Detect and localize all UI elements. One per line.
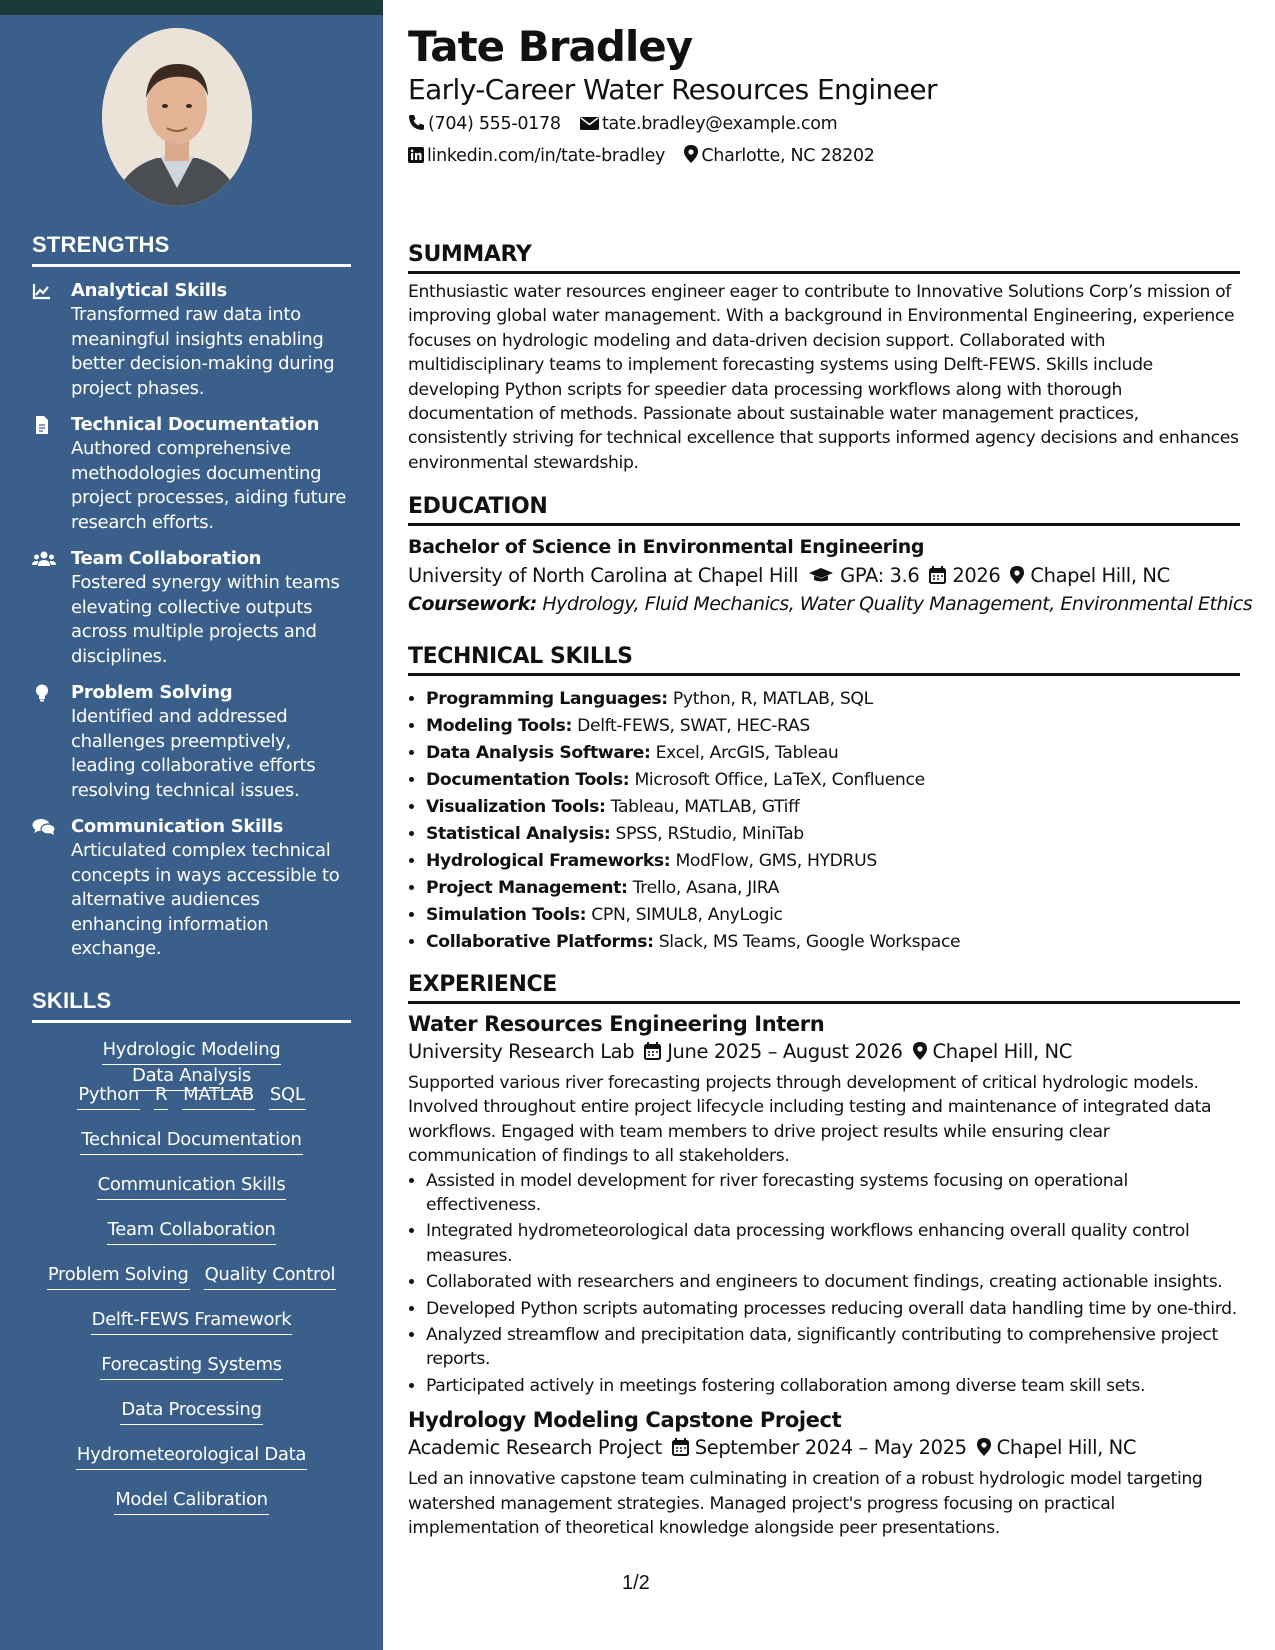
skill-label: Visualization Tools: [426,797,606,817]
skills-section [32,988,351,1534]
email-text: tate.bradley@example.com [601,114,838,134]
school-name: University of North Carolina at Chapel Hill [408,564,799,587]
strength-desc: Articulated complex technical concepts in ways accessible to alternative audiences enhancing information exchange. [71,840,340,959]
skill-tag-row [32,1264,351,1309]
skill-tag: Technical Documentation [80,1129,302,1155]
strength-item [32,815,351,962]
skill-value: Delft-FEWS, SWAT, HEC-RAS [577,716,810,736]
sidebar-top-bar [0,0,383,15]
skill-tag-row [32,1309,351,1354]
strengths-section [32,232,351,962]
skill-value: Trello, Asana, JIRA [632,878,780,898]
skill-tag: Data Analysis [131,1065,252,1091]
calendar-icon [644,1042,661,1060]
list-item: • Analyzed streamflow and precipitation data, significantly contributing to comprehensive project reports. [426,1323,1240,1372]
list-item [426,713,1240,740]
technical-skills-heading: TECHNICAL SKILLS [408,644,1240,676]
skill-value: Slack, MS Teams, Google Workspace [658,932,961,952]
coursework-line [408,593,1253,615]
job-title: Water Resources Engineering Intern [408,1012,825,1036]
skill-tag-row [32,1219,351,1264]
skill-value: Excel, ArcGIS, Tableau [655,743,839,763]
email-contact [580,114,837,134]
education-location: Chapel Hill, NC [1030,564,1170,587]
list-item: • Assisted in model development for river forecasting systems focusing on operational effectiveness. [426,1169,1240,1218]
list-item [426,740,1240,767]
summary-text: Enthusiastic water resources engineer eager to contribute to Innovative Solutions Corp’s mission of improving global water management. With a background in Environmental Engineering, experience focuses on hydrologic modeling and data-driven decision support. Collaborated with multidisciplinary teams to implement forecasting systems using Delft-FEWS. Skills include developing Python scripts for speedier data processing workflows along with thorough documentation of methods. Passionate about sustainable water management practices, consistently striving for technical excellence that supports informed agency decisions and enhances environmental stewardship. [408,282,1239,473]
skill-tag: Communication Skills [97,1174,287,1200]
strength-title: Team Collaboration [71,548,262,569]
job-description: Led an innovative capstone team culminating in creation of a robust hydrologic model targeting watershed management strategies. Managed project's progress focusing on practical implementation of theoretical knowledge alongside peer presentations. [408,1469,1203,1539]
list-item [426,686,1240,713]
skill-label: Statistical Analysis: [426,824,611,844]
strength-title: Technical Documentation [71,414,320,435]
list-item [426,794,1240,821]
skill-value: Tableau, MATLAB, GTiff [610,797,800,817]
strength-desc: Fostered synergy within teams elevating collective outputs across multiple projects and disciplines. [71,572,340,667]
skill-tag: Forecasting Systems [100,1354,283,1380]
education-section [408,494,1253,615]
experience-heading: EXPERIENCE [408,972,1240,1004]
strength-desc: Identified and addressed challenges preemptively, leading collaborative efforts resolving technical issues. [71,706,316,801]
job-org: Academic Research Project [408,1436,662,1460]
list-item: • Participated actively in meetings fostering collaboration among diverse team skill sets. [426,1374,1240,1398]
skill-tag: Hydrologic Modeling [102,1039,282,1065]
strength-title: Communication Skills [71,816,284,837]
calendar-icon [672,1438,689,1456]
skill-tag-row [32,1444,351,1489]
job-description: Supported various river forecasting projects through development of critical hydrologic models. Involved throughout entire project lifecycle including testing and maintenance of integrated data workflows. Engaged with team members to drive project results while ensuring clear communication of findings to all stakeholders. [408,1073,1212,1167]
summary-section [408,242,1240,475]
users-icon [32,550,52,568]
skill-tag-row [32,1174,351,1219]
skill-label: Hydrological Frameworks: [426,851,671,871]
skill-tag-row [32,1489,351,1534]
envelope-icon [580,116,599,131]
skill-tag: Quality Control [204,1264,337,1290]
skill-tag: R [154,1084,168,1110]
location-text: Charlotte, NC 28202 [701,146,875,166]
skill-value: SPSS, RStudio, MiniTab [615,824,804,844]
list-item [426,929,1240,956]
list-item [426,902,1240,929]
strength-desc: Authored comprehensive methodologies documenting project processes, aiding future research efforts. [71,438,346,533]
list-item: • Collaborated with researchers and engineers to document findings, creating actionable insights. [426,1270,1240,1294]
job-dates: June 2025 – August 2026 [667,1040,903,1063]
skill-label: Simulation Tools: [426,905,587,925]
phone-text: (704) 555-0178 [428,114,561,134]
skill-tag: MATLAB [182,1084,255,1110]
page-number: 1/2 [622,1572,650,1594]
strength-item [32,681,351,803]
job-bullets [408,1169,1240,1399]
candidate-role: Early-Career Water Resources Engineer [408,73,937,106]
strength-item [32,547,351,669]
degree-title: Bachelor of Science in Environmental Engineering [408,536,925,558]
summary-heading: SUMMARY [408,242,1240,274]
education-meta [408,564,1240,587]
skill-tag: Delft-FEWS Framework [91,1309,293,1335]
technical-skills-list [408,686,1240,956]
list-item [426,821,1240,848]
calendar-icon [929,566,946,584]
skill-tag: Model Calibration [114,1489,269,1515]
map-pin-icon [1010,566,1024,584]
skill-label: Modeling Tools: [426,716,572,736]
skill-label: Documentation Tools: [426,770,630,790]
strengths-heading: STRENGTHS [32,232,351,267]
phone-icon [408,114,425,131]
contact-row [408,114,851,134]
job-location: Chapel Hill, NC [932,1040,1072,1063]
avatar [102,28,252,206]
skill-tag-row [32,1084,351,1129]
technical-skills-section [408,644,1240,956]
skill-tag-row [32,1039,351,1084]
job-dates: September 2024 – May 2025 [694,1436,967,1460]
skill-tag: Team Collaboration [107,1219,277,1245]
coursework-label: Coursework: [408,593,537,615]
job-org: University Research Lab [408,1040,635,1063]
job-meta [408,1040,1240,1063]
map-pin-icon [977,1438,991,1456]
skill-tag: Data Processing [120,1399,262,1425]
list-item: • Integrated hydrometeorological data processing workflows enhancing overall quality control measures. [426,1219,1240,1268]
skill-label: Data Analysis Software: [426,743,651,763]
graduation-cap-icon [808,567,834,584]
map-pin-icon [684,145,698,163]
list-item [426,848,1240,875]
skill-label: Project Management: [426,878,628,898]
map-pin-icon [913,1042,927,1060]
strength-desc: Transformed raw data into meaningful insights enabling better decision-making during project phases. [71,304,335,399]
strength-title: Analytical Skills [71,280,227,301]
skill-tag-row [32,1354,351,1399]
profile-photo [102,28,252,206]
lightbulb-icon [32,684,52,702]
skill-tag: Hydrometeorological Data [76,1444,307,1470]
list-item: • Developed Python scripts automating processes reducing overall data handling time by one-third. [426,1297,1240,1321]
linkedin-text: linkedin.com/in/tate-bradley [427,146,666,166]
skill-tag: Problem Solving [47,1264,190,1290]
skill-tag-row [32,1129,351,1174]
document-icon [32,416,52,434]
education-heading: EDUCATION [408,494,1240,526]
job-title: Hydrology Modeling Capstone Project [408,1408,842,1433]
coursework-text: Hydrology, Fluid Mechanics, Water Quality Management, Environmental Ethics [542,593,1253,615]
linkedin-icon [408,147,424,163]
skill-tags [32,1039,351,1534]
strength-item [32,279,351,401]
linkedin-contact [408,146,665,166]
comments-icon [32,818,52,836]
sidebar [0,0,383,1650]
experience-section [408,972,1240,1541]
list-item [426,875,1240,902]
skill-tag-row [32,1399,351,1444]
phone-contact [408,114,561,134]
strength-title: Problem Solving [71,682,233,703]
candidate-name: Tate Bradley [408,22,693,71]
graduation-year: 2026 [952,564,1001,587]
job-meta [408,1436,1240,1459]
skill-label: Collaborative Platforms: [426,932,654,952]
skill-tag: SQL [269,1084,306,1110]
skills-heading: SKILLS [32,988,351,1023]
skill-value: CPN, SIMUL8, AnyLogic [591,905,783,925]
list-item [426,767,1240,794]
contact-row [408,145,889,166]
chart-line-icon [32,282,52,300]
gpa-text: GPA: 3.6 [840,564,920,587]
strength-item [32,413,351,535]
skill-value: Microsoft Office, LaTeX, Confluence [634,770,925,790]
skill-value: Python, R, MATLAB, SQL [672,689,873,709]
skill-label: Programming Languages: [426,689,668,709]
location-contact [684,145,874,166]
skill-tag: Python [77,1084,140,1110]
job-location: Chapel Hill, NC [996,1436,1137,1460]
skill-value: ModFlow, GMS, HYDRUS [675,851,877,871]
